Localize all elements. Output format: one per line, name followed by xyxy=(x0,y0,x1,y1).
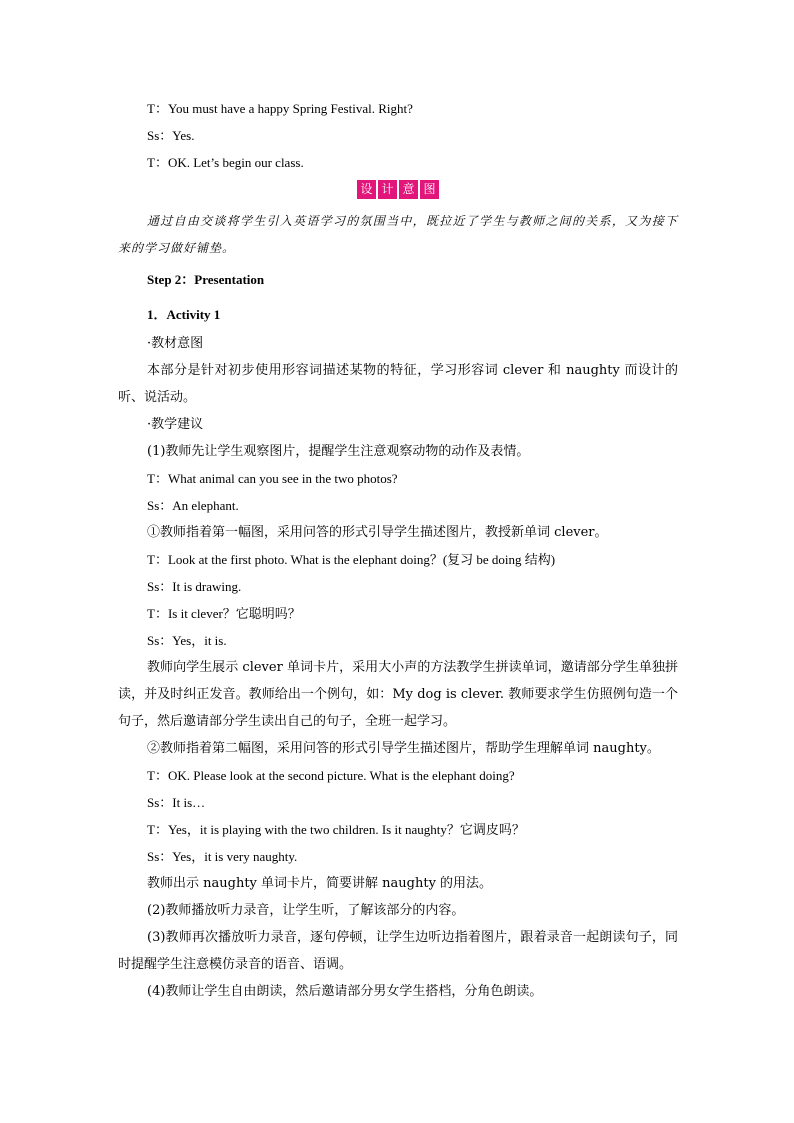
dialog-line: T：OK. Please look at the second picture. What is the elephant doing? xyxy=(147,768,515,783)
dialog-line: T：Is it clever？它聪明吗？ xyxy=(147,606,301,621)
step2-heading: Step 2：Presentation xyxy=(147,272,265,287)
activity-heading: 1．Activity 1 xyxy=(147,307,221,322)
dialog-line: Ss：It is drawing. xyxy=(147,579,242,594)
naughty-instruction: ②教师指着第二幅图，采用问答的形式引导学生描述图片，帮助学生理解单词 naughty。 xyxy=(147,741,660,756)
document-page xyxy=(118,95,678,1005)
suggestion-step-1: (1)教师先让学生观察图片，提醒学生注意观察动物的动作及表情。 xyxy=(147,444,530,459)
badge-char: 计 xyxy=(378,180,397,199)
suggestion-step-4: (4)教师让学生自由朗读，然后邀请部分男女学生搭档，分角色朗读。 xyxy=(147,984,543,999)
clever-paragraph: 教师向学生展示 clever 单词卡片，采用大小声的方法教学生拼读单词，邀请部分学生单独拼读，并及时纠正发音。教师给出一个例句，如：My dog is clever. 教师要求学生仿照例句造一个句子，然后邀请部分学生读出自己的句子，全班一起学习。 xyxy=(118,660,678,729)
dialog-line: T：Yes，it is playing with the two children. Is it naughty？它调皮吗？ xyxy=(147,822,525,837)
design-intent-text: 通过自由交谈将学生引入英语学习的氛围当中，既拉近了学生与教师之间的关系，又为接下来的学习做好铺垫。 xyxy=(118,214,678,255)
naughty-paragraph: 教师出示 naughty 单词卡片，简要讲解 naughty 的用法。 xyxy=(147,876,493,891)
design-intent-badge xyxy=(118,178,678,202)
dialog-line: Ss：It is… xyxy=(147,795,206,810)
clever-instruction: ①教师指着第一幅图，采用问答的形式引导学生描述图片，教授新单词 clever。 xyxy=(147,525,608,540)
suggestion-step-2: (2)教师播放听力录音，让学生听，了解该部分的内容。 xyxy=(147,903,465,918)
dialog-line: T：Look at the first photo. What is the elephant doing？(复习 be doing 结构) xyxy=(147,552,556,567)
badge-char: 图 xyxy=(420,180,439,199)
dialog-line: Ss：Yes，it is. xyxy=(147,633,227,648)
teaching-suggestion-label: ·教学建议 xyxy=(147,417,204,432)
dialog-line: Ss：An elephant. xyxy=(147,498,239,513)
dialog-line: Ss：Yes. xyxy=(147,128,195,143)
badge-char: 设 xyxy=(357,180,376,199)
dialog-line: T：What animal can you see in the two photos? xyxy=(147,471,398,486)
teaching-intent-label: ·教材意图 xyxy=(147,336,204,351)
dialog-line: T：OK. Let’s begin our class. xyxy=(147,155,304,170)
dialog-line: Ss：Yes，it is very naughty. xyxy=(147,849,298,864)
badge-char: 意 xyxy=(399,180,418,199)
dialog-line: T：You must have a happy Spring Festival. Right? xyxy=(147,101,413,116)
teaching-intent-text: 本部分是针对初步使用形容词描述某物的特征，学习形容词 clever 和 naughty 而设计的听、说活动。 xyxy=(118,363,678,405)
suggestion-step-3: (3)教师再次播放听力录音，逐句停顿，让学生边听边指着图片，跟着录音一起朗读句子，同时提醒学生注意模仿录音的语音、语调。 xyxy=(118,930,678,972)
